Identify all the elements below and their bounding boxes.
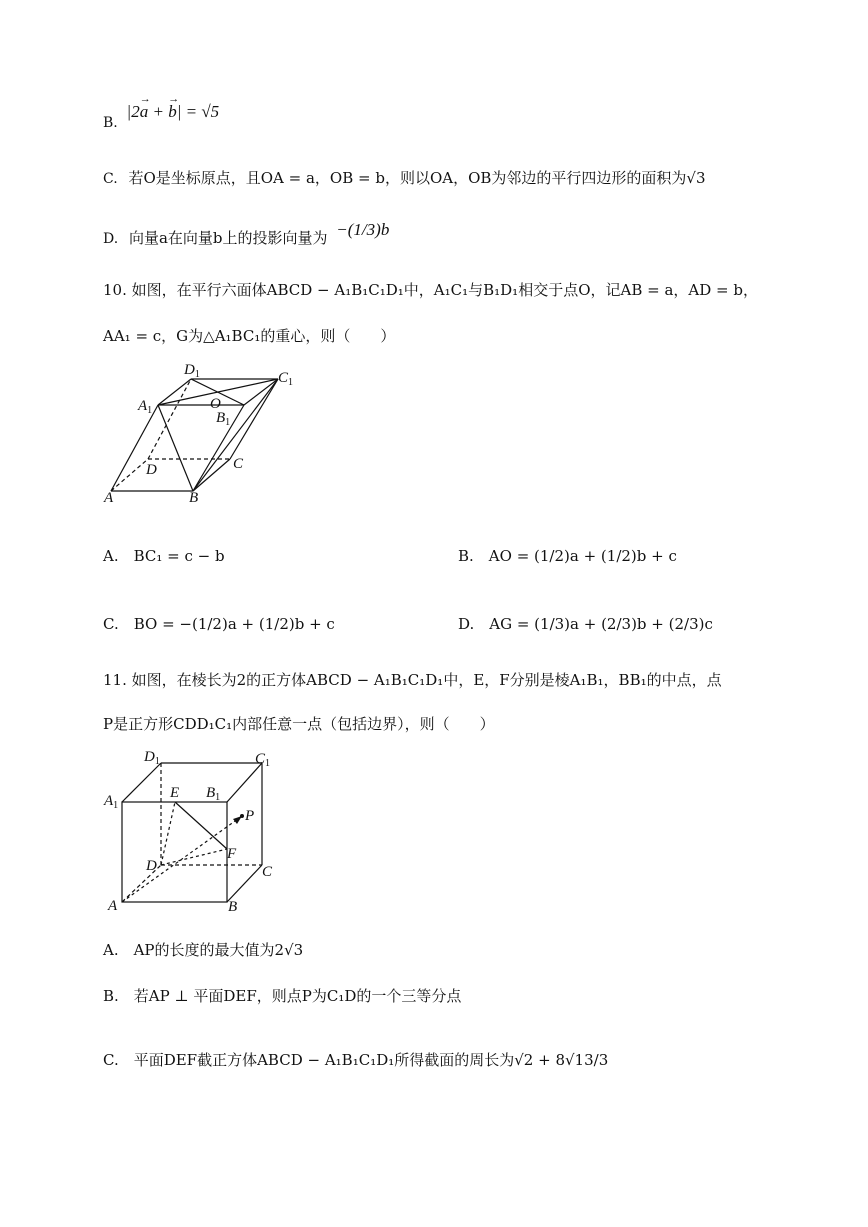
label-C1: $C_1$ — [255, 751, 271, 769]
q9-option-d-text: 向量a在向量b上的投影向量为 — [128, 229, 328, 247]
option-label: C. — [103, 171, 118, 187]
label-C1: $C_1$ — [278, 370, 294, 388]
q9-option-c — [103, 168, 706, 189]
q11-stem-line2: P是正方形CDD₁C₁内部任意一点（包括边界），则（ ） — [103, 715, 495, 733]
label-B: B — [228, 899, 238, 915]
label-P: P — [245, 808, 255, 824]
q10-option-d: D. AG = (1/3)a + (2/3)b + (2/3)c — [458, 615, 713, 633]
q9-option-b-expr: |2→ a + → b| = √5 — [127, 103, 220, 121]
q9-option-d-expr: −(1/3)b — [336, 220, 390, 239]
q9-option-d — [103, 220, 390, 249]
q9-option-b — [103, 102, 220, 133]
label-A: A — [108, 898, 118, 914]
label-C: C — [262, 864, 273, 880]
label-B: B — [189, 490, 199, 506]
label-D: D — [146, 462, 157, 478]
label-B1: $B_1$ — [216, 410, 231, 428]
q9-option-c-text: 若O是坐标原点，且OA = a，OB = b，则以OA，OB为邻边的平行四边形的面积为√3 — [128, 169, 706, 187]
option-label: D. — [103, 231, 119, 247]
label-A1: $A_1$ — [104, 793, 119, 811]
label-D1: $D_1$ — [144, 749, 160, 767]
label-D1: $D_1$ — [184, 362, 200, 380]
q11-stem-line1: 11. 如图，在棱长为2的正方体ABCD − A₁B₁C₁D₁中，E，F分别是棱A₁B₁，BB₁的中点，点 — [103, 671, 722, 689]
q10-option-a: A. BC₁ = c − b — [103, 547, 225, 565]
label-F: F — [227, 846, 237, 862]
label-O: O — [210, 396, 221, 412]
label-A1: $A_1$ — [138, 398, 153, 416]
label-B1: $B_1$ — [206, 785, 221, 803]
label-E: E — [170, 785, 180, 801]
q11-option-a: A. AP的长度的最大值为2√3 — [103, 941, 304, 959]
q10-option-b: B. AO = (1/2)a + (1/2)b + c — [458, 547, 677, 565]
label-A: A — [104, 490, 114, 506]
q11-option-b: B. 若AP ⊥ 平面DEF，则点P为C₁D的一个三等分点 — [103, 987, 462, 1005]
label-D: D — [146, 858, 157, 874]
q11-figure-cube — [100, 745, 290, 920]
option-label: B. — [103, 115, 118, 131]
q11-option-c: C. 平面DEF截正方体ABCD − A₁B₁C₁D₁所得截面的周长为√2 + 8√13/3 — [103, 1051, 609, 1069]
q10-option-c: C. BO = −(1/2)a + (1/2)b + c — [103, 615, 335, 633]
q10-figure-parallelepiped — [100, 360, 310, 510]
q10-stem-line1: 10. 如图，在平行六面体ABCD − A₁B₁C₁D₁中，A₁C₁与B₁D₁相交于点O，记AB = a，AD = b， — [103, 281, 758, 299]
q10-stem-line2: AA₁ = c，G为△A₁BC₁的重心，则（ ） — [103, 327, 396, 345]
label-C: C — [233, 456, 244, 472]
